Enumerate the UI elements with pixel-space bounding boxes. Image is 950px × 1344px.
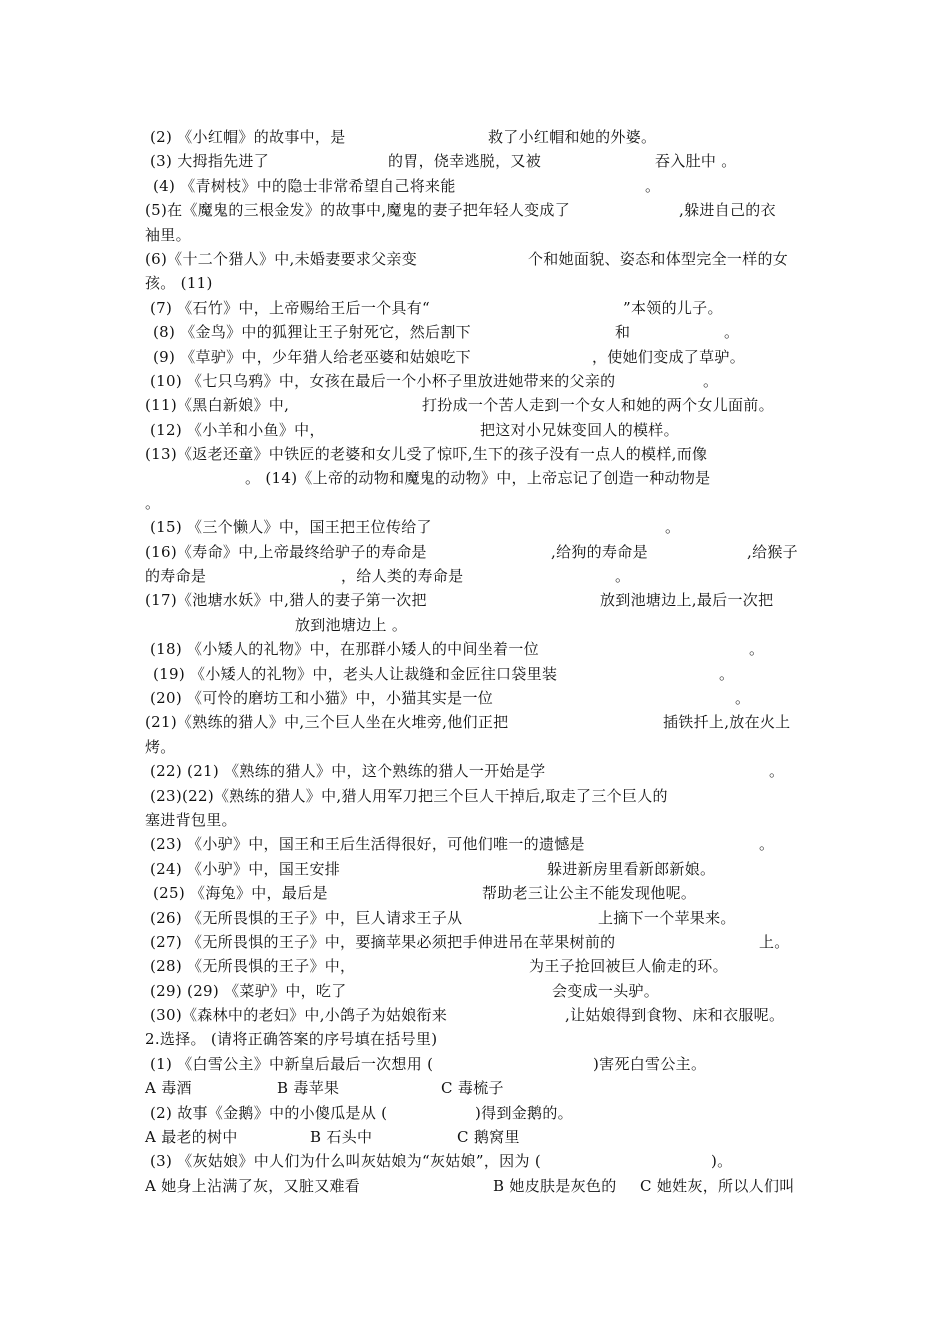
text-fragment: 和	[615, 323, 631, 342]
text-line	[145, 1174, 813, 1198]
text-line	[145, 710, 813, 734]
text-fragment: 塞进背包里。	[145, 810, 237, 829]
text-line	[145, 906, 813, 930]
text-fragment: (3) 大拇指先进了	[150, 152, 270, 171]
text-fragment: (3) 《灰姑娘》中人们为什么叫灰姑娘为“灰姑娘”，因为 (	[150, 1152, 541, 1171]
text-line	[145, 1125, 813, 1149]
text-line	[145, 588, 813, 612]
text-line	[145, 857, 813, 881]
text-fragment: (1) 《白雪公主》中新皇后最后一次想用 (	[150, 1054, 434, 1073]
text-line	[145, 1101, 813, 1125]
text-line	[145, 930, 813, 954]
text-fragment: ,让姑娘得到食物、床和衣服呢。	[565, 1006, 785, 1025]
text-fragment: 会变成一头驴。	[552, 981, 660, 1000]
text-line	[145, 515, 813, 539]
text-fragment: 。 (14)《上帝的动物和魔鬼的动物》中，上帝忘记了创造一种动物是	[245, 469, 711, 488]
text-line	[145, 1027, 813, 1051]
text-fragment: (8) 《金鸟》中的狐狸让王子射死它，然后割下	[153, 323, 471, 342]
text-fragment: 放到池塘边上,最后一次把	[600, 591, 774, 610]
text-line	[145, 442, 813, 466]
text-line	[145, 466, 813, 490]
text-fragment: (17)《池塘水妖》中,猎人的妻子第一次把	[145, 591, 427, 610]
text-fragment: (27) 《无所畏惧的王子》中，要摘苹果必须把手伸进吊在苹果树前的	[150, 932, 616, 951]
text-fragment: A 她身上沾满了灰，又脏又难看	[145, 1176, 361, 1195]
text-line	[145, 735, 813, 759]
text-fragment: 袖里。	[145, 225, 191, 244]
text-fragment: 插铁扦上,放在火上	[663, 713, 791, 732]
text-fragment: 。	[719, 664, 735, 683]
text-fragment: 2.选择。 (请将正确答案的序号填在括号里)	[145, 1030, 438, 1049]
text-fragment: ,给狗的寿命是	[551, 542, 648, 561]
text-line	[145, 369, 813, 393]
text-fragment: 救了小红帽和她的外婆。	[488, 128, 657, 146]
text-fragment: 个和她面貌、姿态和体型完全一样的女	[528, 249, 789, 268]
text-line	[145, 759, 813, 783]
text-fragment: 放到池塘边上 。	[295, 615, 408, 634]
text-fragment: 。	[665, 518, 681, 537]
text-line	[145, 808, 813, 832]
text-fragment: (13)《返老还童》中铁匠的老婆和女儿受了惊吓,生下的孩子没有一点人的模样,而像	[145, 445, 708, 464]
text-line	[145, 296, 813, 320]
text-fragment: (28) 《无所畏惧的王子》中，	[150, 957, 356, 976]
text-line	[145, 881, 813, 905]
text-fragment: (21)《熟练的猎人》中,三个巨人坐在火堆旁,他们正把	[145, 713, 509, 732]
text-line	[145, 979, 813, 1003]
text-fragment: (25) 《海兔》中，最后是	[153, 884, 328, 903]
text-fragment: (16)《寿命》中,上帝最终给驴子的寿命是	[145, 542, 427, 561]
text-fragment: (29) (29) 《菜驴》中，吃了	[150, 981, 347, 1000]
text-line	[145, 247, 813, 271]
text-fragment: 。	[724, 323, 740, 342]
text-fragment: C 鹅窝里	[457, 1128, 520, 1147]
text-fragment: 。	[645, 176, 661, 195]
text-fragment: B 她皮肤是灰色的	[493, 1176, 617, 1195]
text-line	[145, 491, 813, 515]
text-line	[145, 149, 813, 173]
text-line	[145, 125, 813, 149]
text-fragment: (2) 《小红帽》的故事中，是	[150, 128, 346, 146]
text-fragment: 。	[703, 371, 719, 390]
text-fragment: (18) 《小矮人的礼物》中，在那群小矮人的中间坐着一位	[150, 640, 539, 659]
text-fragment: C 毒梳子	[441, 1079, 504, 1098]
text-fragment: (30)《森林中的老妇》中,小鸽子为姑娘衔来	[150, 1006, 448, 1025]
text-fragment: 。	[759, 835, 775, 854]
text-line	[145, 613, 813, 637]
text-fragment: )。	[711, 1152, 733, 1171]
text-line	[145, 1052, 813, 1076]
text-fragment: 为王子抢回被巨人偷走的环。	[529, 957, 728, 976]
text-fragment: 。	[769, 762, 785, 781]
text-line	[145, 174, 813, 198]
text-fragment: 。	[145, 493, 161, 512]
text-fragment: (23) 《小驴》中，国王和王后生活得很好，可他们唯一的遗憾是	[150, 835, 585, 854]
text-fragment: A 毒酒	[145, 1079, 192, 1098]
text-fragment: C 她姓灰，所以人们叫	[640, 1176, 795, 1195]
text-fragment: (15) 《三个懒人》中，国王把王位传给了	[150, 518, 432, 537]
document-body	[145, 125, 813, 1198]
text-fragment: 把这对小兄妹变回人的模样。	[480, 420, 679, 439]
text-fragment: ，使她们变成了草驴。	[592, 347, 746, 366]
text-line	[145, 1076, 813, 1100]
text-line	[145, 1149, 813, 1173]
text-fragment: (12) 《小羊和小鱼》中，	[150, 420, 325, 439]
text-fragment: (20) 《可怜的磨坊工和小猫》中，小猫其实是一位	[150, 688, 494, 707]
text-line	[145, 223, 813, 247]
text-line	[145, 540, 813, 564]
text-fragment: (9) 《草驴》中，少年猎人给老巫婆和姑娘吃下	[153, 347, 471, 366]
text-fragment: A 最老的树中	[145, 1128, 238, 1147]
text-fragment: (24) 《小驴》中，国王安排	[150, 859, 341, 878]
text-line	[145, 832, 813, 856]
text-fragment: (19) 《小矮人的礼物》中，老头人让裁缝和金匠往口袋里装	[153, 664, 558, 683]
text-line	[145, 784, 813, 808]
text-fragment: (6)《十二个猎人》中,未婚妻要求父亲变	[145, 249, 418, 268]
text-fragment: ,躲进自己的衣	[679, 201, 776, 220]
text-line	[145, 271, 813, 295]
text-line	[145, 1003, 813, 1027]
text-line	[145, 686, 813, 710]
text-fragment: (2) 故事《金鹅》中的小傻瓜是从 (	[150, 1103, 388, 1122]
text-line	[145, 345, 813, 369]
text-fragment: )害死白雪公主。	[593, 1054, 707, 1073]
text-fragment: 烤。	[145, 737, 176, 756]
text-fragment: ”本领的儿子。	[623, 298, 723, 317]
text-fragment: (22) (21) 《熟练的猎人》中，这个熟练的猎人一开始是学	[150, 762, 546, 781]
text-fragment: 。	[615, 567, 631, 586]
text-line	[145, 662, 813, 686]
text-fragment: )得到金鹅的。	[475, 1103, 573, 1122]
text-fragment: 吞入肚中 。	[655, 152, 737, 171]
text-fragment: (5)在《魔鬼的三根金发》的故事中,魔鬼的妻子把年轻人变成了	[145, 201, 571, 220]
text-line	[145, 954, 813, 978]
text-fragment: 帮助老三让公主不能发现他呢。	[482, 884, 697, 903]
text-fragment: 。	[749, 640, 765, 659]
text-fragment: (7) 《石竹》中，上帝赐给王后一个具有“	[150, 298, 430, 317]
text-line	[145, 393, 813, 417]
text-fragment: 上。	[759, 932, 790, 951]
text-line	[145, 418, 813, 442]
text-fragment: B 石头中	[310, 1128, 373, 1147]
text-fragment: (10) 《七只乌鸦》中，女孩在最后一个小杯子里放进她带来的父亲的	[150, 371, 616, 390]
text-fragment: 躲进新房里看新郎新娘。	[547, 859, 716, 878]
text-fragment: 上摘下一个苹果来。	[598, 908, 736, 927]
text-line	[145, 637, 813, 661]
text-fragment: 的胃，侥幸逃脱，又被	[388, 152, 542, 171]
text-fragment: 打扮成一个苦人走到一个女人和她的两个女儿面前。	[422, 396, 774, 415]
text-fragment: ,给猴子	[747, 542, 798, 561]
text-line	[145, 198, 813, 222]
text-fragment: B 毒苹果	[277, 1079, 340, 1098]
text-fragment: (23)(22)《熟练的猎人》中,猎人用军刀把三个巨人干掉后,取走了三个巨人的	[150, 786, 668, 805]
text-fragment: 孩。 (11)	[145, 274, 213, 293]
text-fragment: (11)《黑白新娘》中,	[145, 396, 290, 415]
text-fragment: ，给人类的寿命是	[341, 567, 464, 586]
text-fragment: (26) 《无所畏惧的王子》中，巨人请求王子从	[150, 908, 463, 927]
text-fragment: 的寿命是	[145, 567, 207, 586]
text-line	[145, 564, 813, 588]
text-fragment: 。	[735, 688, 751, 707]
text-line	[145, 320, 813, 344]
text-fragment: (4) 《青树枝》中的隐士非常希望自己将来能	[153, 176, 456, 195]
